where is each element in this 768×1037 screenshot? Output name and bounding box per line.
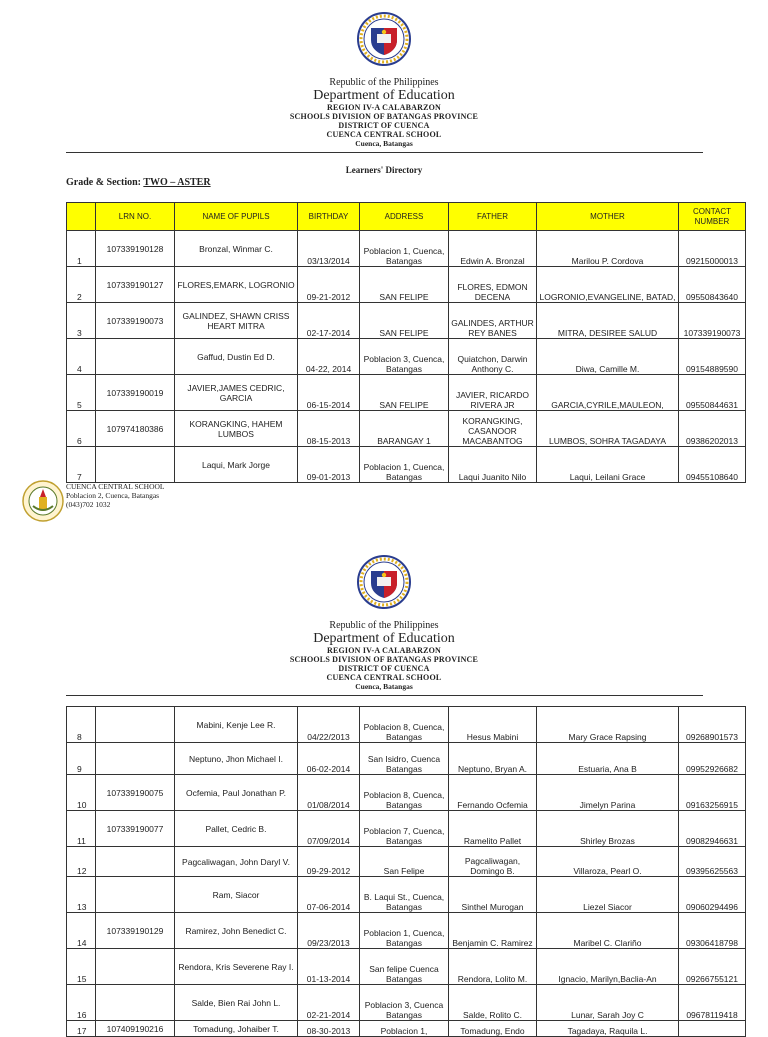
contact-cell: 09163256915 [679, 775, 746, 811]
row-number: 2 [67, 267, 96, 303]
father-cell: Benjamin C. Ramirez [449, 913, 537, 949]
col-header: LRN NO. [96, 203, 175, 231]
row-number: 17 [67, 1021, 96, 1037]
col-header: ADDRESS [360, 203, 449, 231]
deped-seal-icon [357, 12, 411, 66]
republic-line: Republic of the Philippines [329, 620, 439, 631]
father-cell: Tomadung, Endo [449, 1021, 537, 1037]
birthday-cell: 02-21-2014 [298, 985, 360, 1021]
col-header: BIRTHDAY [298, 203, 360, 231]
mother-cell: Estuaria, Ana B [537, 743, 679, 775]
row-number: 15 [67, 949, 96, 985]
contact-cell: 09306418798 [679, 913, 746, 949]
table-row [67, 811, 746, 847]
father-cell: Ramelito Pallet [449, 811, 537, 847]
grade-section [66, 177, 211, 188]
father-cell: Edwin A. Bronzal [449, 231, 537, 267]
lrn-cell: 107339190128 [96, 231, 175, 267]
pupil-name-cell: Ram, Siacor [175, 877, 298, 913]
footer-school: CUENCA CENTRAL SCHOOL [66, 482, 165, 491]
mother-cell: LUMBOS, SOHRA TAGADAYA [537, 411, 679, 447]
contact-cell: 09386202013 [679, 411, 746, 447]
father-cell: GALINDES, ARTHUR REY BANES [449, 303, 537, 339]
address-cell: San felipe Cuenca Batangas [360, 949, 449, 985]
directory-table-1 [66, 202, 746, 483]
father-cell: FLORES, EDMON DECENA [449, 267, 537, 303]
school-footer [22, 480, 222, 524]
row-number: 8 [67, 707, 96, 743]
table-row [67, 877, 746, 913]
pupil-name-cell: Salde, Bien Rai John L. [175, 985, 298, 1021]
address-cell: B. Laqui St., Cuenca, Batangas [360, 877, 449, 913]
birthday-cell: 01-13-2014 [298, 949, 360, 985]
division-line: SCHOOLS DIVISION OF BATANGAS PROVINCE [289, 112, 479, 121]
lrn-cell [96, 707, 175, 743]
father-cell: Neptuno, Bryan A. [449, 743, 537, 775]
contact-cell: 09395625563 [679, 847, 746, 877]
father-cell: Fernando Ocfemia [449, 775, 537, 811]
birthday-cell: 09-29-2012 [298, 847, 360, 877]
pupil-name-cell: Laqui, Mark Jorge [175, 447, 298, 483]
father-cell: KORANGKING, CASANOOR MACABANTOG [449, 411, 537, 447]
table-row [67, 411, 746, 447]
father-cell: Hesus Mabini [449, 707, 537, 743]
department-line: Department of Education [313, 631, 455, 646]
table-row [67, 303, 746, 339]
mother-cell: Maribel C. Clariño [537, 913, 679, 949]
row-number: 13 [67, 877, 96, 913]
mother-cell: MITRA, DESIREE SALUD [537, 303, 679, 339]
lrn-cell [96, 985, 175, 1021]
table-row [67, 267, 746, 303]
contact-cell: 09952926682 [679, 743, 746, 775]
address-cell: San Felipe [360, 847, 449, 877]
mother-cell: Diwa, Camille M. [537, 339, 679, 375]
contact-cell: 09154889590 [679, 339, 746, 375]
pupil-name-cell: Rendora, Kris Severene Ray I. [175, 949, 298, 985]
mother-cell: Jimelyn Parina [537, 775, 679, 811]
table-row [67, 847, 746, 877]
town-line: Cuenca, Batangas [355, 682, 413, 691]
header-rule [66, 152, 703, 153]
contact-cell: 09215000013 [679, 231, 746, 267]
col-header: MOTHER [537, 203, 679, 231]
pupil-name-cell: Ramirez, John Benedict C. [175, 913, 298, 949]
mother-cell: Mary Grace Rapsing [537, 707, 679, 743]
address-cell: Poblacion 1, Cuenca, Batangas [360, 913, 449, 949]
row-number: 12 [67, 847, 96, 877]
header-rule [66, 695, 703, 696]
pupil-name-cell: Bronzal, Winmar C. [175, 231, 298, 267]
birthday-cell: 09-21-2012 [298, 267, 360, 303]
district-line: DISTRICT OF CUENCA [338, 121, 430, 130]
table-row [67, 375, 746, 411]
address-cell: BARANGAY 1 [360, 411, 449, 447]
contact-cell: 09550843640 [679, 267, 746, 303]
school-line: CUENCA CENTRAL SCHOOL [326, 130, 442, 139]
page-2 [0, 555, 768, 691]
row-number: 7 [67, 447, 96, 483]
mother-cell: Laqui, Leilani Grace [537, 447, 679, 483]
mother-cell: Liezel Siacor [537, 877, 679, 913]
father-cell: Salde, Rolito C. [449, 985, 537, 1021]
father-cell: Quiatchon, Darwin Anthony C. [449, 339, 537, 375]
pupil-name-cell: Ocfemia, Paul Jonathan P. [175, 775, 298, 811]
mother-cell: Tagadaya, Raquila L. [537, 1021, 679, 1037]
row-number: 4 [67, 339, 96, 375]
lrn-cell: 107339190075 [96, 775, 175, 811]
birthday-cell: 08-30-2013 [298, 1021, 360, 1037]
deped-seal-icon [357, 555, 411, 609]
father-cell: Laqui Juanito Nilo [449, 447, 537, 483]
contact-cell: 09082946631 [679, 811, 746, 847]
footer-address: Poblacion 2, Cuenca, Batangas [66, 491, 160, 500]
address-cell: Poblacion 7, Cuenca, Batangas [360, 811, 449, 847]
pupil-name-cell: Gaffud, Dustin Ed D. [175, 339, 298, 375]
birthday-cell: 02-17-2014 [298, 303, 360, 339]
school-line: CUENCA CENTRAL SCHOOL [326, 673, 442, 682]
directory-table-2 [66, 706, 746, 1037]
row-number: 14 [67, 913, 96, 949]
table-row [67, 985, 746, 1021]
table-row [67, 775, 746, 811]
pupil-name-cell: Neptuno, Jhon Michael I. [175, 743, 298, 775]
father-cell: Pagcaliwagan, Domingo B. [449, 847, 537, 877]
lrn-cell [96, 847, 175, 877]
contact-cell: 107339190073 [679, 303, 746, 339]
lrn-cell: 107974180386 [96, 411, 175, 447]
col-header [67, 203, 96, 231]
grade-value: TWO – ASTER [143, 177, 211, 188]
col-header: NAME OF PUPILS [175, 203, 298, 231]
document-title: Learners' Directory [345, 165, 423, 175]
birthday-cell: 07-06-2014 [298, 877, 360, 913]
address-cell: Poblacion 1, Cuenca, Batangas [360, 447, 449, 483]
col-header: CONTACT NUMBER [679, 203, 746, 231]
mother-cell: Villaroza, Pearl O. [537, 847, 679, 877]
page-1 [0, 12, 768, 148]
lrn-cell [96, 877, 175, 913]
row-number: 6 [67, 411, 96, 447]
address-cell: Poblacion 3, Cuenca Batangas [360, 985, 449, 1021]
address-cell: Poblacion 8, Cuenca, Batangas [360, 707, 449, 743]
contact-cell [679, 1021, 746, 1037]
birthday-cell: 08-15-2013 [298, 411, 360, 447]
table-row [67, 231, 746, 267]
pupil-name-cell: KORANGKING, HAHEM LUMBOS [175, 411, 298, 447]
address-cell: SAN FELIPE [360, 375, 449, 411]
republic-line: Republic of the Philippines [329, 77, 439, 88]
mother-cell: GARCIA,CYRILE,MAULEON, [537, 375, 679, 411]
pupil-name-cell: Pagcaliwagan, John Daryl V. [175, 847, 298, 877]
birthday-cell: 01/08/2014 [298, 775, 360, 811]
division-line: SCHOOLS DIVISION OF BATANGAS PROVINCE [289, 655, 479, 664]
lrn-cell: 107339190127 [96, 267, 175, 303]
pupil-name-cell: Tomadung, Johaiber T. [175, 1021, 298, 1037]
contact-cell: 09550844631 [679, 375, 746, 411]
mother-cell: Lunar, Sarah Joy C [537, 985, 679, 1021]
address-cell: Poblacion 8, Cuenca, Batangas [360, 775, 449, 811]
row-number: 1 [67, 231, 96, 267]
table-row [67, 447, 746, 483]
footer-phone: (043)702 1032 [66, 500, 111, 509]
lrn-cell [96, 949, 175, 985]
mother-cell: Shirley Brozas [537, 811, 679, 847]
address-cell: Poblacion 1, Cuenca, Batangas [360, 231, 449, 267]
col-header: FATHER [449, 203, 537, 231]
letterhead [0, 555, 768, 691]
contact-cell: 09268901573 [679, 707, 746, 743]
lrn-cell: 107339190129 [96, 913, 175, 949]
mother-cell: Ignacio, Marilyn,Baclia-An [537, 949, 679, 985]
table-header-row [67, 203, 746, 231]
father-cell: Rendora, Lolito M. [449, 949, 537, 985]
father-cell: Sinthel Murogan [449, 877, 537, 913]
address-cell: San Isidro, Cuenca Batangas [360, 743, 449, 775]
lrn-cell [96, 339, 175, 375]
row-number: 16 [67, 985, 96, 1021]
birthday-cell: 03/13/2014 [298, 231, 360, 267]
address-cell: SAN FELIPE [360, 303, 449, 339]
address-cell: SAN FELIPE [360, 267, 449, 303]
department-line: Department of Education [313, 88, 455, 103]
lrn-cell: 107339190073 [96, 303, 175, 339]
contact-cell: 09678119418 [679, 985, 746, 1021]
pupil-name-cell: GALINDEZ, SHAWN CRISS HEART MITRA [175, 303, 298, 339]
table-row [67, 913, 746, 949]
region-line: REGION IV-A CALABARZON [326, 103, 442, 112]
pupil-name-cell: Pallet, Cedric B. [175, 811, 298, 847]
table-row [67, 707, 746, 743]
pupil-name-cell: Mabini, Kenje Lee R. [175, 707, 298, 743]
father-cell: JAVIER, RICARDO RIVERA JR [449, 375, 537, 411]
row-number: 9 [67, 743, 96, 775]
contact-cell: 09266755121 [679, 949, 746, 985]
school-logo-icon [22, 480, 64, 522]
birthday-cell: 09/23/2013 [298, 913, 360, 949]
birthday-cell: 04/22/2013 [298, 707, 360, 743]
contact-cell: 09455108640 [679, 447, 746, 483]
lrn-cell: 107339190019 [96, 375, 175, 411]
birthday-cell: 06-15-2014 [298, 375, 360, 411]
table-row [67, 949, 746, 985]
grade-label: Grade & Section: [66, 177, 141, 188]
mother-cell: Marilou P. Cordova [537, 231, 679, 267]
row-number: 3 [67, 303, 96, 339]
table-row [67, 743, 746, 775]
letterhead [0, 12, 768, 148]
row-number: 10 [67, 775, 96, 811]
birthday-cell: 04-22, 2014 [298, 339, 360, 375]
birthday-cell: 07/09/2014 [298, 811, 360, 847]
row-number: 11 [67, 811, 96, 847]
mother-cell: LOGRONIO,EVANGELINE, BATAD, [537, 267, 679, 303]
pupil-name-cell: JAVIER,JAMES CEDRIC, GARCIA [175, 375, 298, 411]
address-cell: Poblacion 3, Cuenca, Batangas [360, 339, 449, 375]
table-row [67, 1021, 746, 1037]
pupil-name-cell: FLORES,EMARK, LOGRONIO [175, 267, 298, 303]
birthday-cell: 06-02-2014 [298, 743, 360, 775]
contact-cell: 09060294496 [679, 877, 746, 913]
district-line: DISTRICT OF CUENCA [338, 664, 430, 673]
lrn-cell [96, 743, 175, 775]
row-number: 5 [67, 375, 96, 411]
table-row [67, 339, 746, 375]
lrn-cell: 107339190077 [96, 811, 175, 847]
town-line: Cuenca, Batangas [355, 139, 413, 148]
lrn-cell [96, 447, 175, 483]
region-line: REGION IV-A CALABARZON [326, 646, 442, 655]
birthday-cell: 09-01-2013 [298, 447, 360, 483]
lrn-cell: 107409190216 [96, 1021, 175, 1037]
address-cell: Poblacion 1, [360, 1021, 449, 1037]
